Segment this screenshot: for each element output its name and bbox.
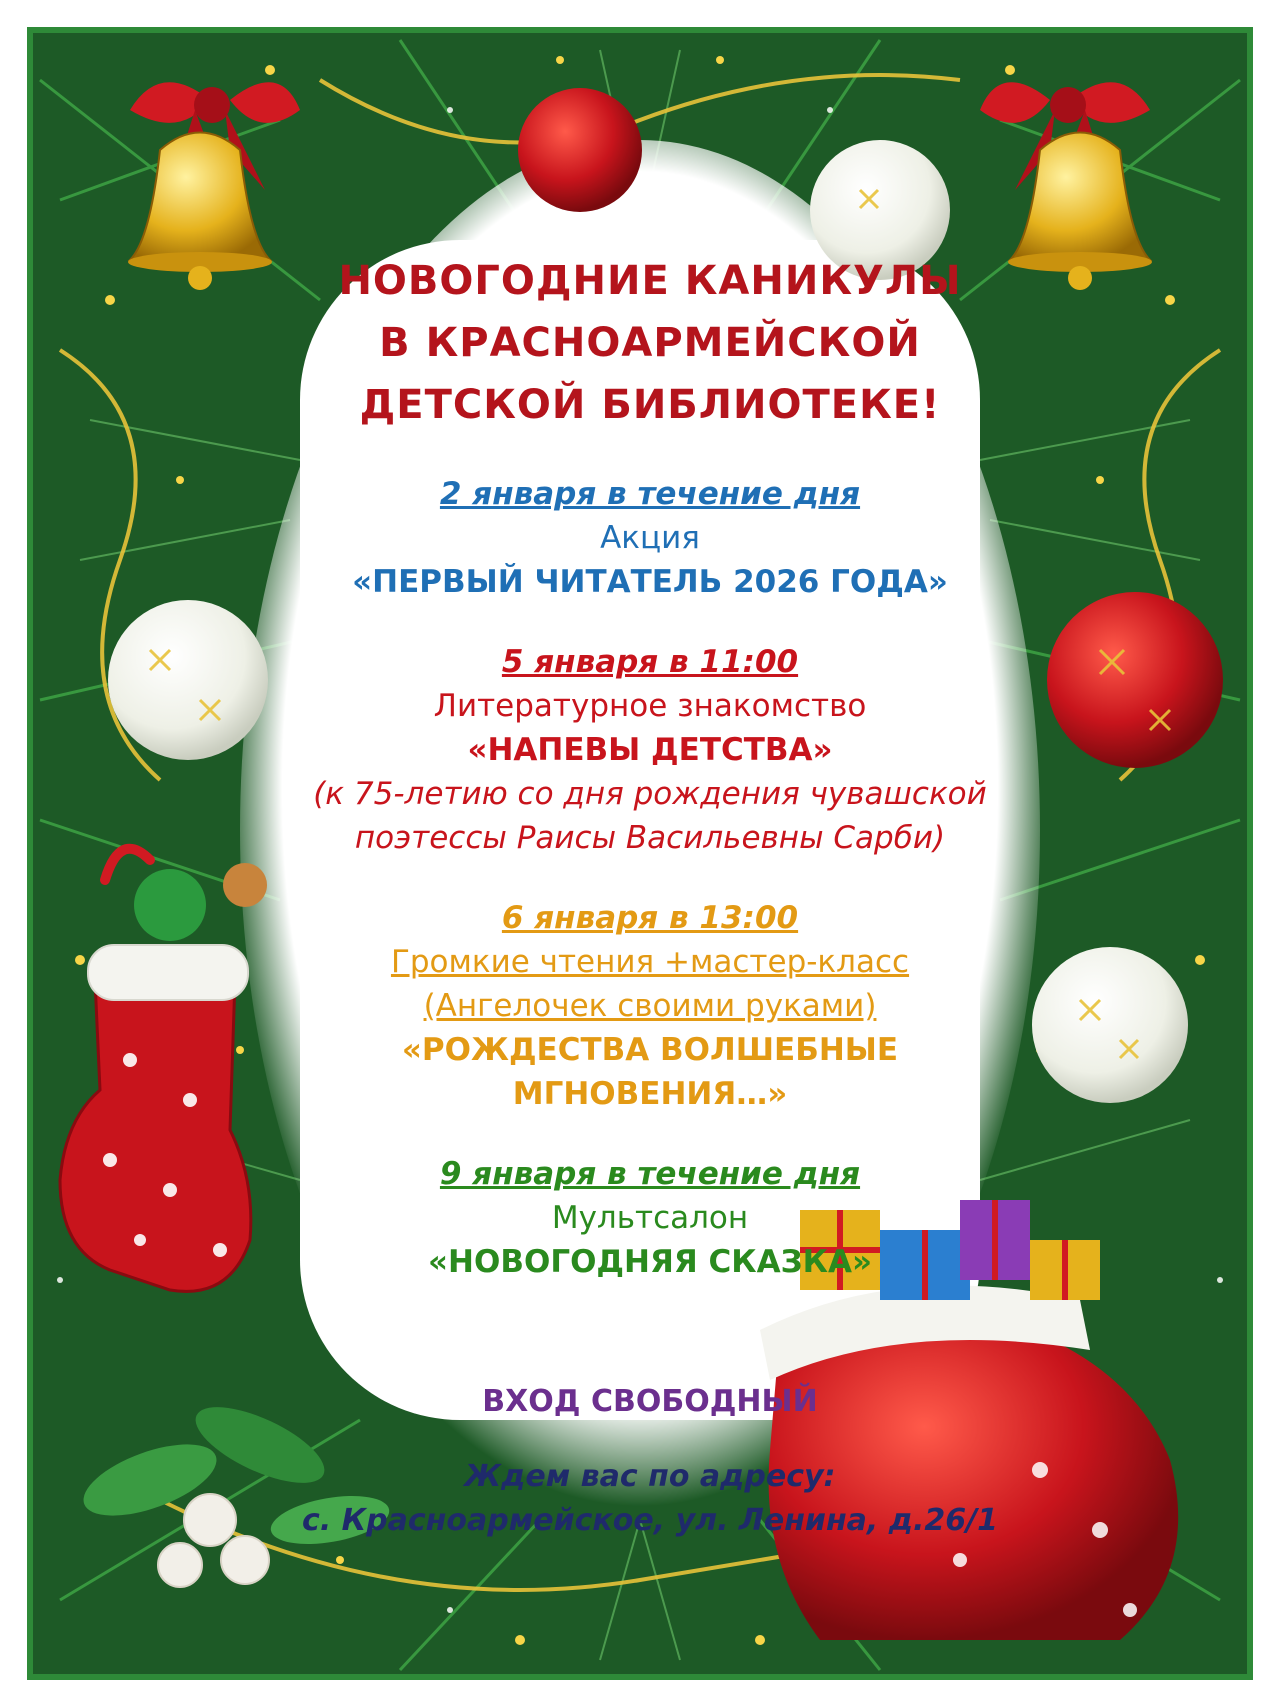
event-name: «ПЕРВЫЙ ЧИТАТЕЛЬ 2026 ГОДА» xyxy=(352,564,948,600)
title-line: НОВОГОДНИЕ КАНИКУЛЫ xyxy=(338,258,962,304)
poster-title xyxy=(300,250,1000,436)
title-line: В КРАСНОАРМЕЙСКОЙ xyxy=(379,320,921,366)
event-date: 5 января в 11:00 xyxy=(501,644,799,680)
event-date: 6 января в 13:00 xyxy=(501,900,799,936)
event-date: 2 января в течение дня xyxy=(439,476,861,512)
address xyxy=(300,1455,1000,1543)
event-name: «НОВОГОДНЯЯ СКАЗКА» xyxy=(428,1244,872,1280)
event-note: поэтессы Раисы Васильевны Сарби) xyxy=(354,820,946,856)
title-line: ДЕТСКОЙ БИБЛИОТЕКЕ! xyxy=(359,382,941,428)
event-2 xyxy=(300,640,1000,860)
event-name: «НАПЕВЫ ДЕТСТВА» xyxy=(467,732,833,768)
free-entry: ВХОД СВОБОДНЫЙ xyxy=(482,1384,818,1419)
event-name: МГНОВЕНИЯ…» xyxy=(512,1076,788,1112)
event-type: Громкие чтения +мастер-класс xyxy=(390,944,910,980)
event-name: «РОЖДЕСТВА ВОЛШЕБНЫЕ xyxy=(401,1032,899,1068)
event-type: (Ангелочек своими руками) xyxy=(423,988,877,1024)
poster-text xyxy=(300,250,1000,1543)
event-note: (к 75-летию со дня рождения чувашской xyxy=(313,776,987,812)
address-line: Ждем вас по адресу: xyxy=(464,1459,836,1494)
event-type: Мультсалон xyxy=(551,1200,749,1236)
event-3 xyxy=(300,896,1000,1116)
event-date: 9 января в течение дня xyxy=(439,1156,861,1192)
event-4 xyxy=(300,1152,1000,1284)
event-type: Акция xyxy=(600,520,700,556)
address-line: с. Красноармейское, ул. Ленина, д.26/1 xyxy=(302,1503,998,1538)
event-1 xyxy=(300,472,1000,604)
event-type: Литературное знакомство xyxy=(433,688,867,724)
